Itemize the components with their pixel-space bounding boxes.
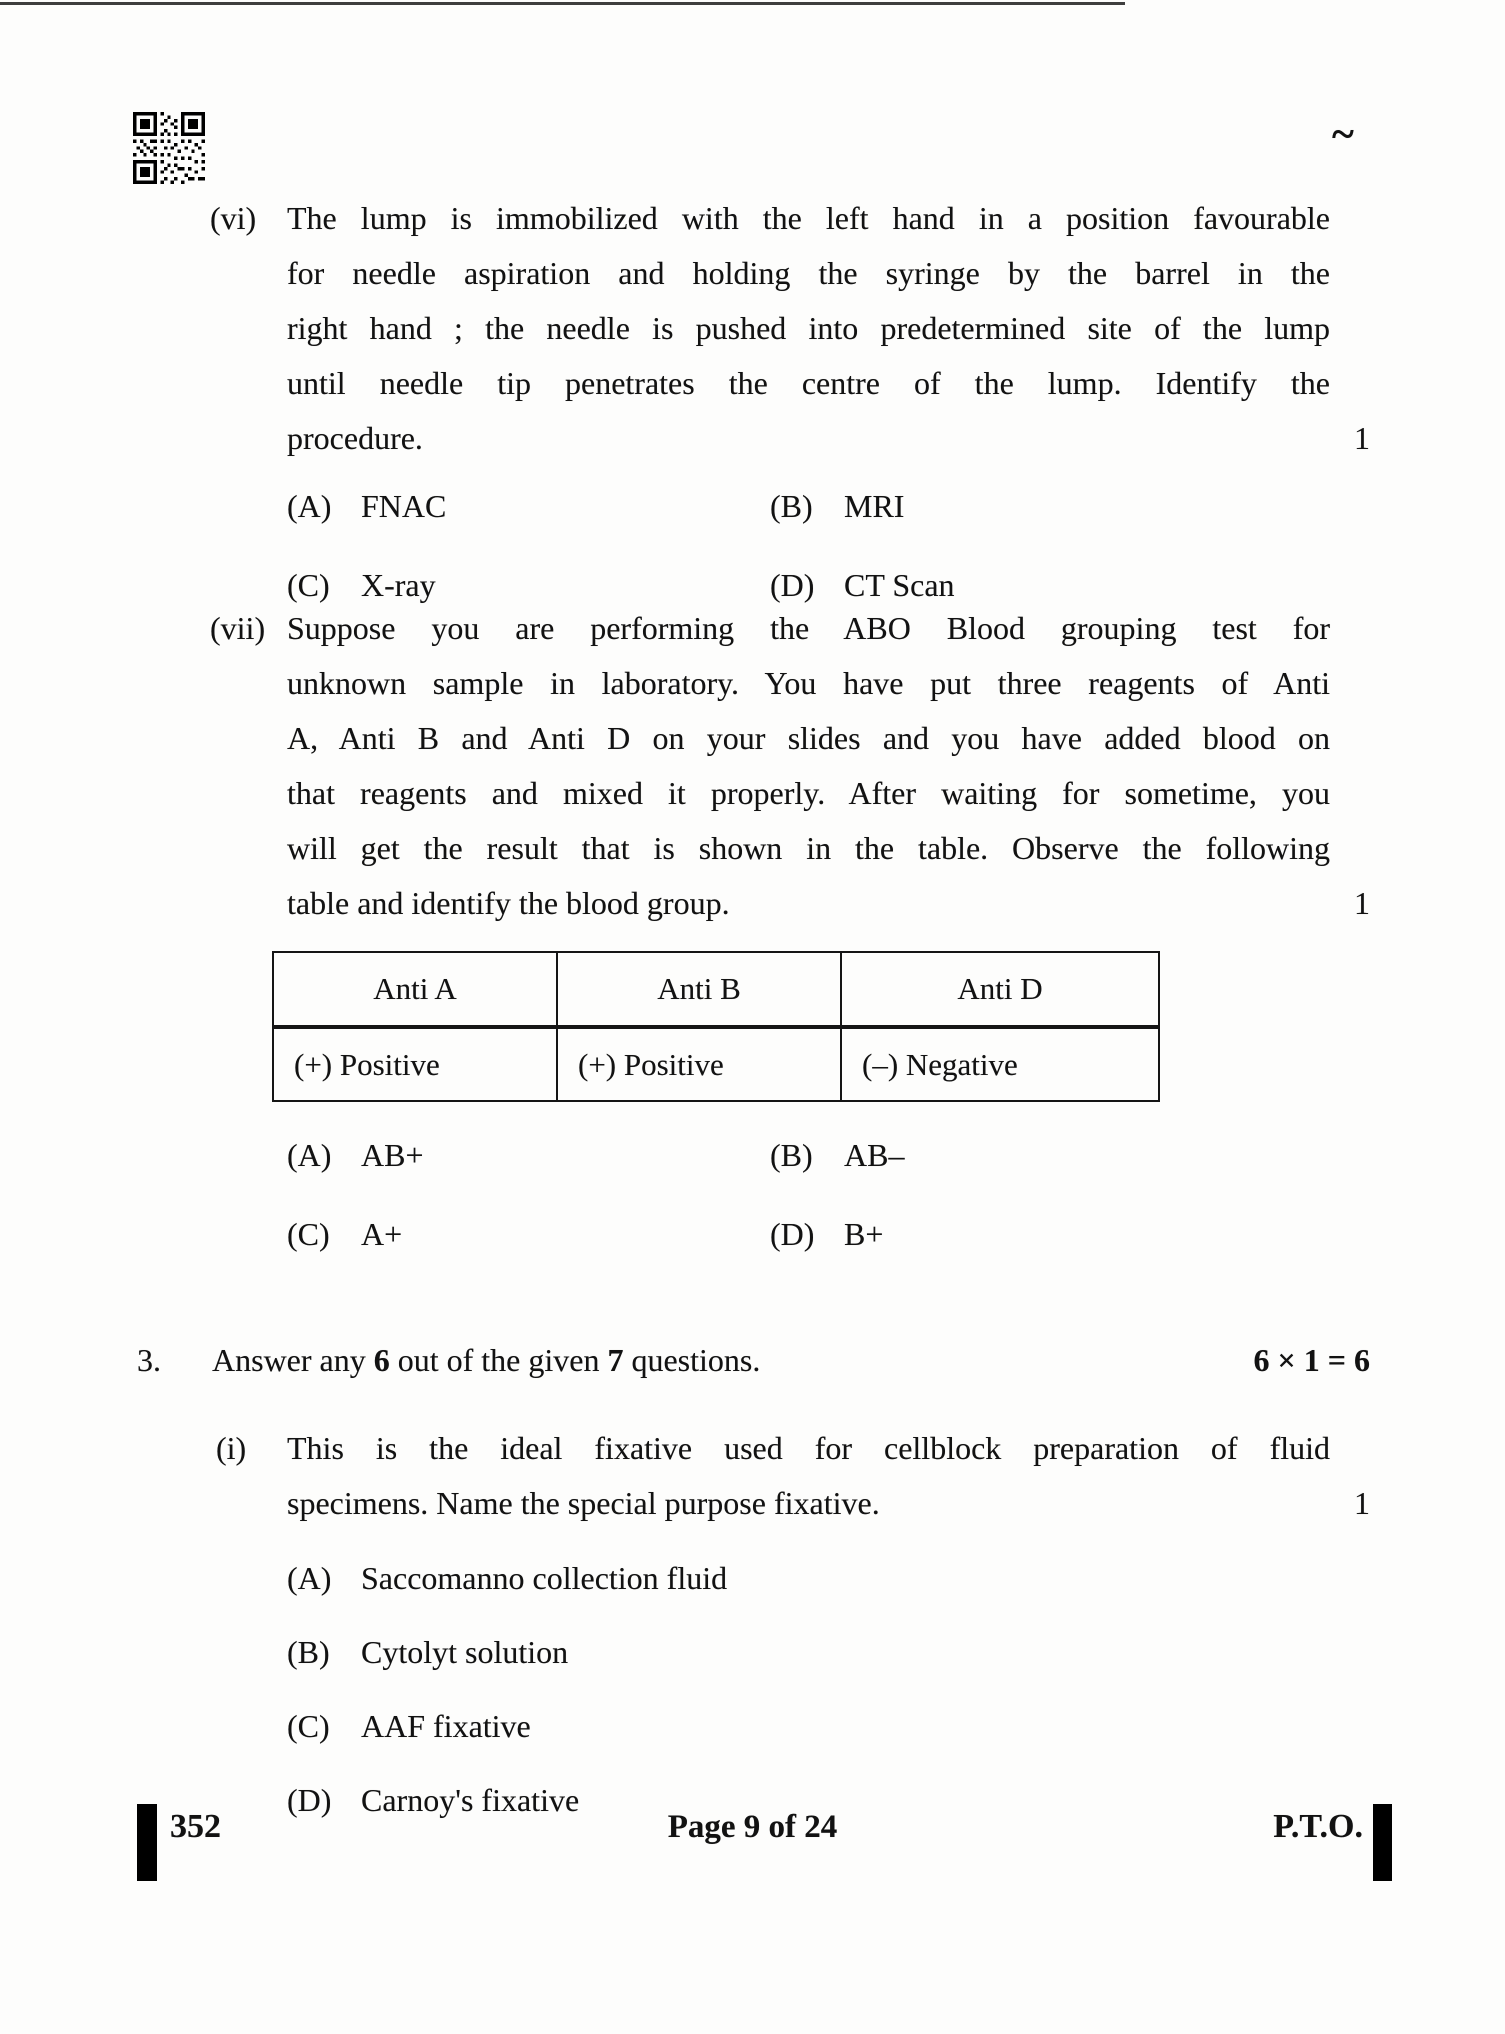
option-label: (B) (770, 1137, 813, 1173)
question-vi-options (287, 479, 1370, 613)
option-label: (D) (770, 1216, 815, 1252)
question-line: A, Anti B and Anti D on your slides and you have added blood on (287, 720, 1330, 756)
question-3 (137, 1333, 1370, 1847)
option-a (287, 479, 770, 534)
option-label: (D) (287, 1782, 332, 1818)
paper-code: 352 (170, 1808, 221, 1845)
option-text: CT Scan (844, 567, 955, 603)
option-text: A+ (361, 1216, 403, 1252)
question-3i-options (287, 1551, 1370, 1828)
option-label: (C) (287, 1216, 330, 1252)
question-line: specimens. Name the special purpose fixative. (287, 1485, 880, 1521)
table-header-anti-d: Anti D (841, 952, 1159, 1027)
question-3-text-part: questions. (623, 1342, 761, 1378)
question-vi (210, 191, 1370, 613)
question-vii-marks: 1 (1354, 885, 1370, 921)
question-3i-number: (i) (216, 1430, 247, 1466)
option-text: B+ (844, 1216, 884, 1252)
question-line: that reagents and mixed it properly. After waiting for sometime, you (287, 775, 1330, 811)
question-vii-content (287, 951, 1370, 1102)
option-label: (C) (287, 1708, 330, 1744)
question-3-number: 3. (137, 1342, 161, 1378)
question-vi-text (287, 191, 1330, 466)
option-text: Cytolyt solution (361, 1634, 569, 1670)
table-header-row (273, 952, 1159, 1027)
question-vi-marks: 1 (1354, 420, 1370, 456)
question-vii-text (287, 601, 1330, 931)
question-3i-text (287, 1421, 1330, 1531)
question-vi-number: (vi) (210, 200, 257, 236)
qr-code-icon (133, 111, 205, 185)
question-line: The lump is immobilized with the left hand in a position favourable (287, 200, 1330, 236)
option-c (287, 1207, 770, 1262)
option-text: MRI (844, 488, 905, 524)
option-label: (A) (287, 1137, 332, 1173)
page-number: Page 9 of 24 (667, 1809, 838, 1845)
option-label: (B) (770, 488, 813, 524)
question-line: right hand ; the needle is pushed into predetermined site of the lump (287, 310, 1330, 346)
option-text: X-ray (361, 567, 436, 603)
question-3-text-part: Answer any (212, 1342, 374, 1378)
pto-label: P.T.O. (1273, 1808, 1363, 1845)
option-label: (A) (287, 488, 332, 524)
question-line: for needle aspiration and holding the syringe by the barrel in the (287, 255, 1330, 291)
scan-artifact-line (0, 2, 1125, 5)
option-b (770, 1128, 1370, 1183)
question-vii-options (287, 1128, 1370, 1262)
footer-right-bar (1373, 1804, 1392, 1881)
question-line: Suppose you are performing the ABO Blood grouping test for (287, 610, 1330, 646)
option-text: AB+ (361, 1137, 424, 1173)
question-3i (216, 1421, 1370, 1531)
question-3-text-part: out of the given (389, 1342, 608, 1378)
tilde-mark: ~ (1332, 112, 1354, 158)
option-b (770, 479, 1370, 534)
option-text: AB– (844, 1137, 905, 1173)
question-3-header (137, 1333, 1370, 1388)
question-3-text-bold: 6 (373, 1342, 390, 1378)
question-line: until needle tip penetrates the centre of the lump. Identify the (287, 365, 1330, 401)
option-a (287, 1551, 1370, 1606)
option-label: (D) (770, 567, 815, 603)
table-header-anti-b: Anti B (557, 952, 841, 1027)
table-header-anti-a: Anti A (273, 952, 557, 1027)
option-label: (C) (287, 567, 330, 603)
question-vii (210, 601, 1370, 1262)
option-b (287, 1625, 1370, 1680)
option-label: (B) (287, 1634, 330, 1670)
option-a (287, 1128, 770, 1183)
question-line: unknown sample in laboratory. You have put three reagents of Anti (287, 665, 1330, 701)
option-text: Saccomanno collection fluid (361, 1560, 728, 1596)
question-vii-number: (vii) (210, 610, 266, 646)
question-3-text (212, 1333, 1210, 1388)
table-cell-anti-a-result: (+) Positive (273, 1027, 557, 1101)
option-text: FNAC (361, 488, 447, 524)
option-text: AAF fixative (361, 1708, 531, 1744)
question-line: This is the ideal fixative used for cellblock preparation of fluid (287, 1430, 1330, 1466)
question-line: will get the result that is shown in the table. Observe the following (287, 830, 1330, 866)
table-cell-anti-b-result: (+) Positive (557, 1027, 841, 1101)
question-3-marks: 6 × 1 = 6 (1253, 1342, 1370, 1378)
blood-group-table (272, 951, 1160, 1102)
question-line: table and identify the blood group. (287, 885, 730, 921)
table-row (273, 1027, 1159, 1101)
question-3-text-bold: 7 (607, 1342, 624, 1378)
option-c (287, 1699, 1370, 1754)
option-d (770, 1207, 1370, 1262)
option-label: (A) (287, 1560, 332, 1596)
question-3i-marks: 1 (1354, 1485, 1370, 1521)
question-line: procedure. (287, 420, 423, 456)
option-text: Carnoy's fixative (361, 1782, 580, 1818)
table-cell-anti-d-result: (–) Negative (841, 1027, 1159, 1101)
